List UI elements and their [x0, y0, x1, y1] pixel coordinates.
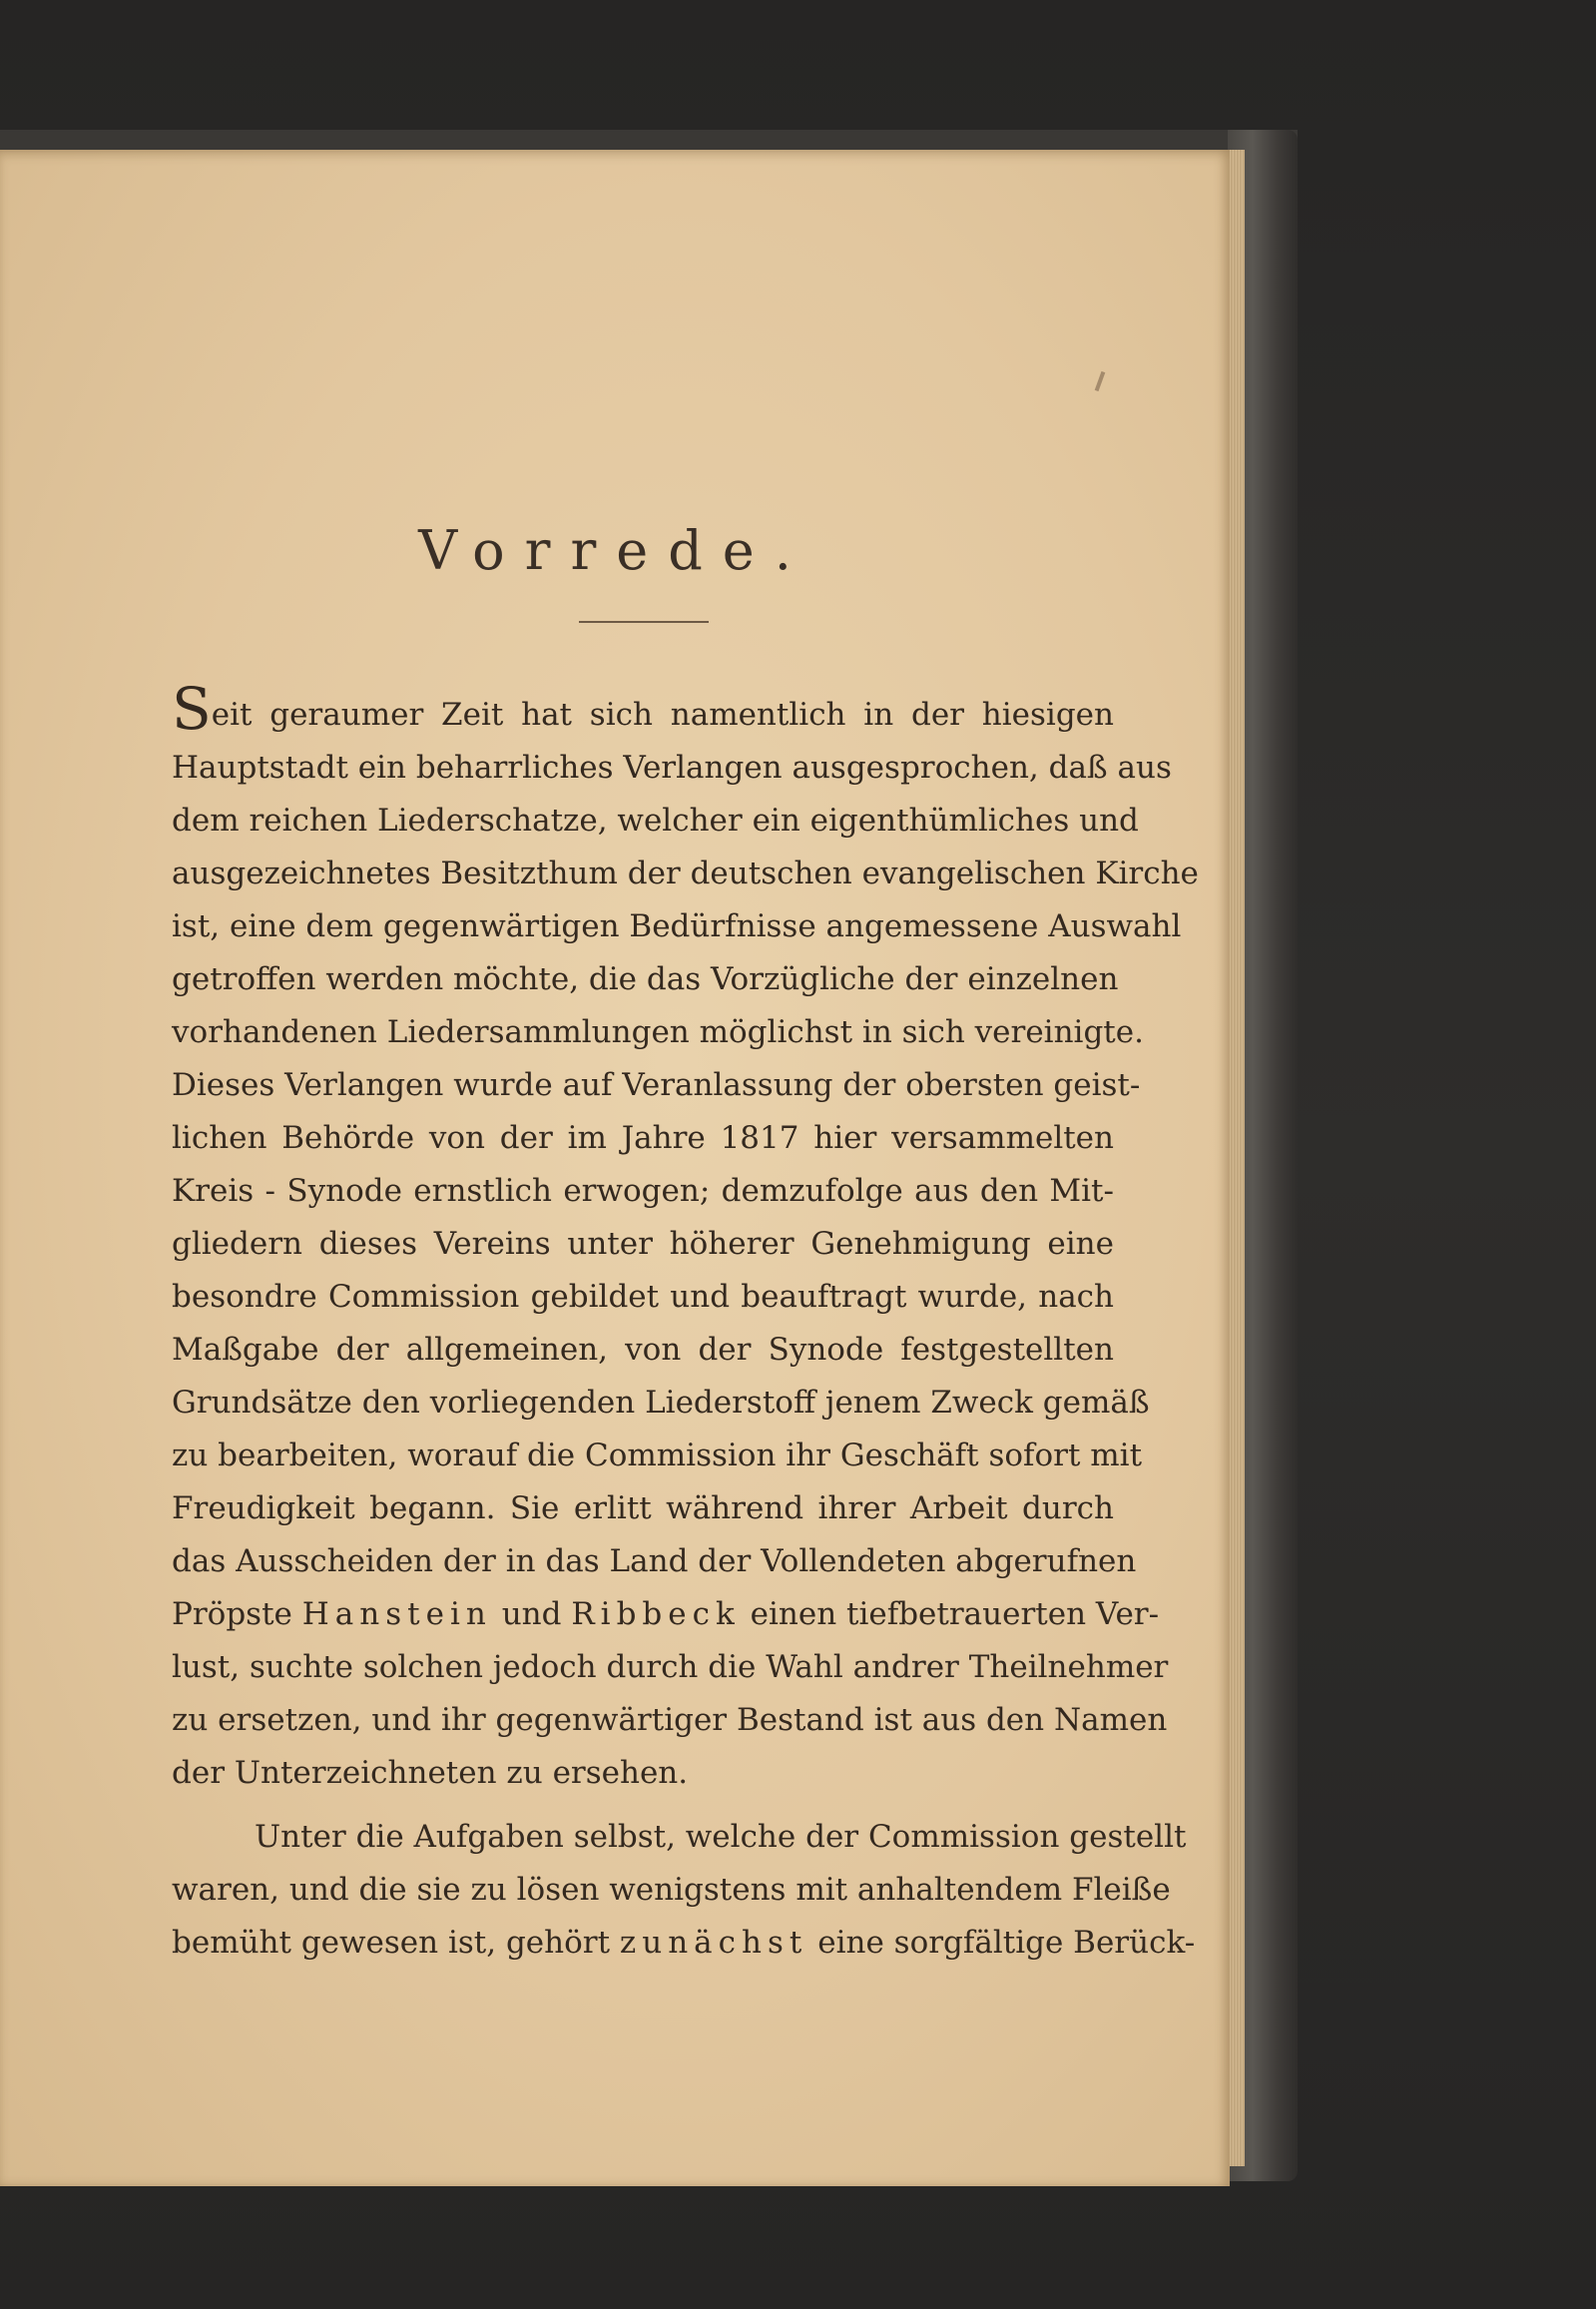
text-line-12: besondre Commission gebildet und beauftragt wurde, nach	[172, 1279, 1114, 1315]
text-line-24: bemüht gewesen ist, gehört zunächst eine sorgfältige Berück-	[172, 1925, 1196, 1961]
text-line-19: lust, suchte solchen jedoch durch die Wahl andrer Theilnehmer	[172, 1649, 1169, 1685]
emphasis-zunaechst: zunächst	[619, 1925, 808, 1961]
text-line-1: Seit geraumer Zeit hat sich namentlich in der hiesigen	[172, 675, 1114, 743]
text-line-6: getroffen werden möchte, die das Vorzügliche der einzelnen	[172, 961, 1119, 997]
page-heading: Vorrede.	[418, 519, 811, 582]
text-line-9: lichen Behörde von der im Jahre 1817 hier versammelten	[172, 1120, 1114, 1156]
text-line-11: gliedern dieses Vereins unter höherer Genehmigung eine	[172, 1226, 1114, 1262]
text-line-14: Grundsätze den vorliegenden Liederstoff jenem Zweck gemäß	[172, 1385, 1150, 1421]
text-line-5: ist, eine dem gegenwärtigen Bedürfnisse angemessene Auswahl	[172, 908, 1182, 944]
text-line-20: zu ersetzen, und ihr gegenwärtiger Bestand ist aus den Namen	[172, 1702, 1168, 1738]
text-line-2: Hauptstadt ein beharrliches Verlangen ausgesprochen, daß aus	[172, 750, 1172, 786]
name-ribbeck: Ribbeck	[571, 1596, 741, 1632]
heading-rule	[579, 621, 709, 623]
text-line-4: ausgezeichnetes Besitzthum der deutschen evangelischen Kirche	[172, 856, 1199, 891]
text-line-13: Maßgabe der allgemeinen, von der Synode festgestellten	[172, 1332, 1114, 1368]
text-line-8: Dieses Verlangen wurde auf Veranlassung der obersten geist-	[172, 1067, 1141, 1103]
text-line-17: das Ausscheiden der in das Land der Vollendeten abgerufnen	[172, 1543, 1137, 1579]
name-hanstein: Hanstein	[301, 1596, 492, 1632]
text-line-23: waren, und die sie zu lösen wenigstens mit anhaltendem Fleiße	[172, 1872, 1171, 1908]
text-line-16: Freudigkeit begann. Sie erlitt während ihrer Arbeit durch	[172, 1490, 1114, 1526]
text-line-22: Unter die Aufgaben selbst, welche der Commission gestellt	[255, 1819, 1187, 1855]
text-line-10: Kreis - Synode ernstlich erwogen; demzufolge aus den Mit-	[172, 1173, 1114, 1209]
text-line-21: der Unterzeichneten zu ersehen.	[172, 1755, 689, 1791]
text-line-18: Pröpste Hanstein und Ribbeck einen tiefbetrauerten Ver-	[172, 1596, 1160, 1632]
text-line-7: vorhandenen Liedersammlungen möglichst in sich vereinigte.	[172, 1014, 1144, 1050]
text-line-3: dem reichen Liederschatze, welcher ein eigenthümliches und	[172, 803, 1139, 839]
drop-capital: S	[172, 675, 212, 743]
text-line-15: zu bearbeiten, worauf die Commission ihr Geschäft sofort mit	[172, 1438, 1143, 1473]
